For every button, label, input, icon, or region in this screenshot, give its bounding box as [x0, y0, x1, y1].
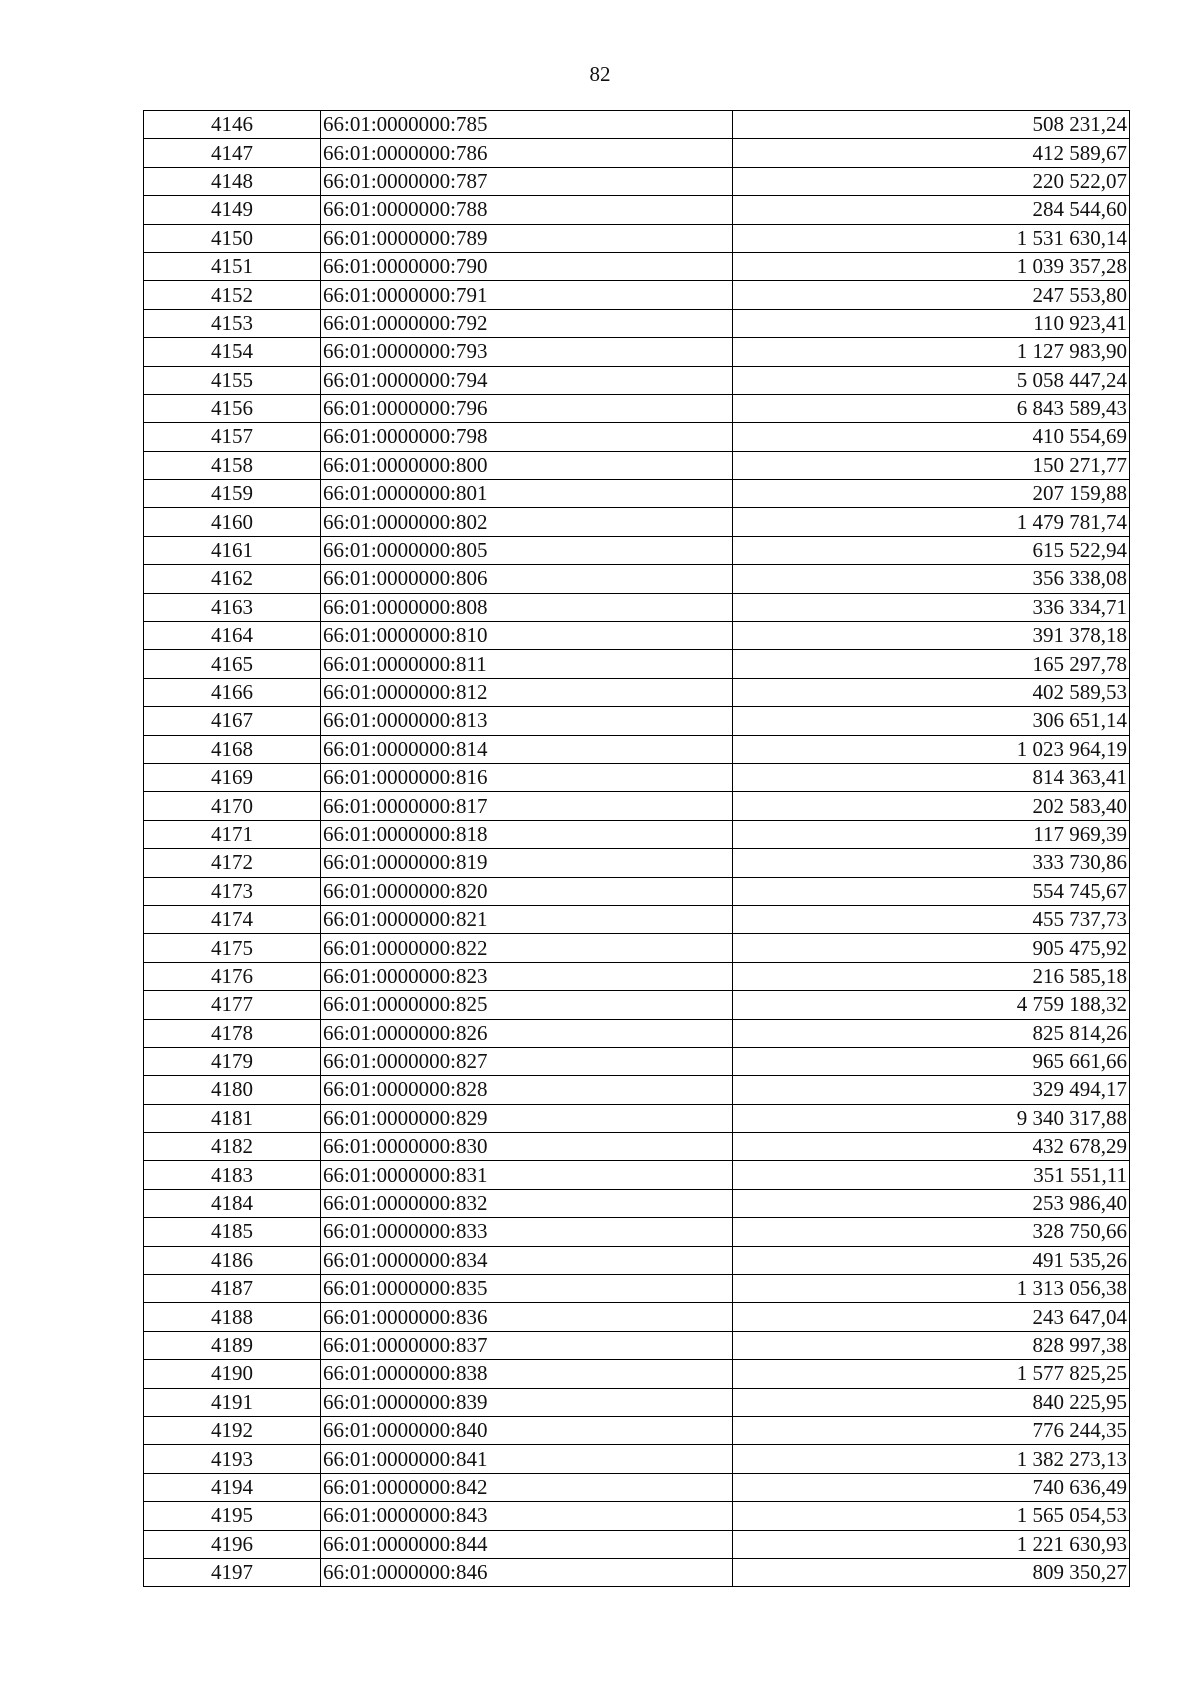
cadastral-value-cell: 9 340 317,88 [733, 1104, 1130, 1132]
row-number-cell: 4151 [144, 252, 321, 280]
cadastral-number-cell: 66:01:0000000:834 [321, 1246, 733, 1274]
row-number-cell: 4182 [144, 1133, 321, 1161]
table-row [144, 593, 1130, 621]
table-row [144, 849, 1130, 877]
cadastral-number-cell: 66:01:0000000:841 [321, 1445, 733, 1473]
row-number-cell: 4187 [144, 1275, 321, 1303]
row-number-cell: 4167 [144, 707, 321, 735]
table-row [144, 678, 1130, 706]
row-number-cell: 4194 [144, 1473, 321, 1501]
cadastral-number-cell: 66:01:0000000:825 [321, 991, 733, 1019]
cadastral-number-cell: 66:01:0000000:801 [321, 480, 733, 508]
cadastral-value-cell: 1 313 056,38 [733, 1275, 1130, 1303]
table-row [144, 139, 1130, 167]
table-row [144, 962, 1130, 990]
cadastral-value-cell: 410 554,69 [733, 423, 1130, 451]
row-number-cell: 4196 [144, 1530, 321, 1558]
table-row [144, 1133, 1130, 1161]
table-row [144, 707, 1130, 735]
cadastral-value-cell: 1 565 054,53 [733, 1502, 1130, 1530]
table-row [144, 1161, 1130, 1189]
row-number-cell: 4146 [144, 111, 321, 139]
cadastral-number-cell: 66:01:0000000:810 [321, 622, 733, 650]
table-row [144, 1104, 1130, 1132]
cadastral-number-cell: 66:01:0000000:806 [321, 565, 733, 593]
row-number-cell: 4171 [144, 820, 321, 848]
cadastral-number-cell: 66:01:0000000:832 [321, 1189, 733, 1217]
table-row [144, 536, 1130, 564]
cadastral-value-cell: 5 058 447,24 [733, 366, 1130, 394]
cadastral-number-cell: 66:01:0000000:787 [321, 167, 733, 195]
row-number-cell: 4192 [144, 1416, 321, 1444]
table-row [144, 1502, 1130, 1530]
table-row [144, 1189, 1130, 1217]
table-row [144, 1331, 1130, 1359]
row-number-cell: 4150 [144, 224, 321, 252]
cadastral-number-cell: 66:01:0000000:827 [321, 1047, 733, 1075]
cadastral-value-cell: 615 522,94 [733, 536, 1130, 564]
table-row [144, 394, 1130, 422]
row-number-cell: 4181 [144, 1104, 321, 1132]
cadastral-number-cell: 66:01:0000000:835 [321, 1275, 733, 1303]
row-number-cell: 4157 [144, 423, 321, 451]
cadastral-number-cell: 66:01:0000000:789 [321, 224, 733, 252]
row-number-cell: 4189 [144, 1331, 321, 1359]
cadastral-number-cell: 66:01:0000000:828 [321, 1076, 733, 1104]
cadastral-value-cell: 412 589,67 [733, 139, 1130, 167]
table-row [144, 111, 1130, 139]
cadastral-value-cell: 432 678,29 [733, 1133, 1130, 1161]
row-number-cell: 4158 [144, 451, 321, 479]
cadastral-number-cell: 66:01:0000000:798 [321, 423, 733, 451]
row-number-cell: 4177 [144, 991, 321, 1019]
row-number-cell: 4156 [144, 394, 321, 422]
cadastral-value-cell: 508 231,24 [733, 111, 1130, 139]
cadastral-number-cell: 66:01:0000000:819 [321, 849, 733, 877]
row-number-cell: 4162 [144, 565, 321, 593]
table-row [144, 763, 1130, 791]
cadastral-number-cell: 66:01:0000000:830 [321, 1133, 733, 1161]
cadastral-value-cell: 165 297,78 [733, 650, 1130, 678]
cadastral-number-cell: 66:01:0000000:790 [321, 252, 733, 280]
table-row [144, 877, 1130, 905]
table-row [144, 167, 1130, 195]
cadastral-value-cell: 220 522,07 [733, 167, 1130, 195]
cadastral-number-cell: 66:01:0000000:844 [321, 1530, 733, 1558]
table-row [144, 224, 1130, 252]
cadastral-value-cell: 1 127 983,90 [733, 338, 1130, 366]
table-row [144, 1558, 1130, 1586]
table-row [144, 735, 1130, 763]
row-number-cell: 4183 [144, 1161, 321, 1189]
cadastral-value-cell: 253 986,40 [733, 1189, 1130, 1217]
cadastral-value-cell: 333 730,86 [733, 849, 1130, 877]
row-number-cell: 4188 [144, 1303, 321, 1331]
row-number-cell: 4197 [144, 1558, 321, 1586]
cadastral-number-cell: 66:01:0000000:808 [321, 593, 733, 621]
cadastral-value-cell: 814 363,41 [733, 763, 1130, 791]
cadastral-value-cell: 809 350,27 [733, 1558, 1130, 1586]
table-row [144, 1076, 1130, 1104]
cadastral-number-cell: 66:01:0000000:788 [321, 196, 733, 224]
cadastral-number-cell: 66:01:0000000:818 [321, 820, 733, 848]
table-row [144, 1388, 1130, 1416]
table-row [144, 991, 1130, 1019]
row-number-cell: 4147 [144, 139, 321, 167]
cadastral-value-cell: 828 997,38 [733, 1331, 1130, 1359]
cadastral-value-cell: 110 923,41 [733, 309, 1130, 337]
table-row [144, 309, 1130, 337]
cadastral-value-cell: 329 494,17 [733, 1076, 1130, 1104]
cadastral-value-cell: 905 475,92 [733, 934, 1130, 962]
table-body [144, 111, 1130, 1587]
cadastral-value-cell: 351 551,11 [733, 1161, 1130, 1189]
row-number-cell: 4166 [144, 678, 321, 706]
row-number-cell: 4168 [144, 735, 321, 763]
table-row [144, 934, 1130, 962]
table-row [144, 820, 1130, 848]
cadastral-value-cell: 1 577 825,25 [733, 1360, 1130, 1388]
cadastral-value-cell: 455 737,73 [733, 905, 1130, 933]
cadastral-number-cell: 66:01:0000000:829 [321, 1104, 733, 1132]
cadastral-number-cell: 66:01:0000000:822 [321, 934, 733, 962]
cadastral-value-cell: 207 159,88 [733, 480, 1130, 508]
cadastral-number-cell: 66:01:0000000:840 [321, 1416, 733, 1444]
table-row [144, 1445, 1130, 1473]
cadastral-value-cell: 243 647,04 [733, 1303, 1130, 1331]
cadastral-value-cell: 740 636,49 [733, 1473, 1130, 1501]
cadastral-value-cell: 247 553,80 [733, 281, 1130, 309]
cadastral-number-cell: 66:01:0000000:794 [321, 366, 733, 394]
cadastral-number-cell: 66:01:0000000:786 [321, 139, 733, 167]
row-number-cell: 4154 [144, 338, 321, 366]
table-row [144, 423, 1130, 451]
cadastral-value-cell: 391 378,18 [733, 622, 1130, 650]
row-number-cell: 4193 [144, 1445, 321, 1473]
cadastral-number-cell: 66:01:0000000:811 [321, 650, 733, 678]
row-number-cell: 4172 [144, 849, 321, 877]
cadastral-value-cell: 1 221 630,93 [733, 1530, 1130, 1558]
cadastral-number-cell: 66:01:0000000:812 [321, 678, 733, 706]
table-row [144, 792, 1130, 820]
cadastral-number-cell: 66:01:0000000:831 [321, 1161, 733, 1189]
row-number-cell: 4161 [144, 536, 321, 564]
cadastral-value-cell: 840 225,95 [733, 1388, 1130, 1416]
cadastral-number-cell: 66:01:0000000:805 [321, 536, 733, 564]
cadastral-value-cell: 150 271,77 [733, 451, 1130, 479]
cadastral-number-cell: 66:01:0000000:793 [321, 338, 733, 366]
cadastral-value-cell: 202 583,40 [733, 792, 1130, 820]
table-row [144, 650, 1130, 678]
cadastral-value-cell: 216 585,18 [733, 962, 1130, 990]
cadastral-number-cell: 66:01:0000000:816 [321, 763, 733, 791]
cadastral-value-cell: 825 814,26 [733, 1019, 1130, 1047]
cadastral-value-cell: 965 661,66 [733, 1047, 1130, 1075]
row-number-cell: 4169 [144, 763, 321, 791]
cadastral-value-table [143, 110, 1130, 1587]
cadastral-value-cell: 284 544,60 [733, 196, 1130, 224]
cadastral-number-cell: 66:01:0000000:846 [321, 1558, 733, 1586]
cadastral-value-cell: 1 531 630,14 [733, 224, 1130, 252]
table-row [144, 1218, 1130, 1246]
cadastral-number-cell: 66:01:0000000:842 [321, 1473, 733, 1501]
row-number-cell: 4190 [144, 1360, 321, 1388]
cadastral-number-cell: 66:01:0000000:833 [321, 1218, 733, 1246]
cadastral-value-cell: 554 745,67 [733, 877, 1130, 905]
row-number-cell: 4180 [144, 1076, 321, 1104]
cadastral-number-cell: 66:01:0000000:839 [321, 1388, 733, 1416]
cadastral-number-cell: 66:01:0000000:837 [321, 1331, 733, 1359]
cadastral-number-cell: 66:01:0000000:836 [321, 1303, 733, 1331]
table-row [144, 1047, 1130, 1075]
cadastral-value-cell: 117 969,39 [733, 820, 1130, 848]
cadastral-value-cell: 336 334,71 [733, 593, 1130, 621]
table-row [144, 451, 1130, 479]
cadastral-number-cell: 66:01:0000000:785 [321, 111, 733, 139]
table-row [144, 622, 1130, 650]
table-row [144, 1019, 1130, 1047]
row-number-cell: 4170 [144, 792, 321, 820]
cadastral-value-cell: 306 651,14 [733, 707, 1130, 735]
table-row [144, 1246, 1130, 1274]
row-number-cell: 4186 [144, 1246, 321, 1274]
table-row [144, 1473, 1130, 1501]
cadastral-number-cell: 66:01:0000000:838 [321, 1360, 733, 1388]
row-number-cell: 4175 [144, 934, 321, 962]
row-number-cell: 4173 [144, 877, 321, 905]
cadastral-number-cell: 66:01:0000000:817 [321, 792, 733, 820]
cadastral-number-cell: 66:01:0000000:823 [321, 962, 733, 990]
cadastral-number-cell: 66:01:0000000:814 [321, 735, 733, 763]
row-number-cell: 4149 [144, 196, 321, 224]
cadastral-value-cell: 356 338,08 [733, 565, 1130, 593]
table-row [144, 480, 1130, 508]
cadastral-value-cell: 4 759 188,32 [733, 991, 1130, 1019]
cadastral-value-cell: 1 479 781,74 [733, 508, 1130, 536]
row-number-cell: 4179 [144, 1047, 321, 1075]
cadastral-number-cell: 66:01:0000000:792 [321, 309, 733, 337]
table-row [144, 905, 1130, 933]
row-number-cell: 4165 [144, 650, 321, 678]
row-number-cell: 4153 [144, 309, 321, 337]
table-row [144, 565, 1130, 593]
cadastral-number-cell: 66:01:0000000:800 [321, 451, 733, 479]
table-row [144, 366, 1130, 394]
row-number-cell: 4184 [144, 1189, 321, 1217]
table-row [144, 1360, 1130, 1388]
row-number-cell: 4178 [144, 1019, 321, 1047]
cadastral-value-cell: 6 843 589,43 [733, 394, 1130, 422]
row-number-cell: 4176 [144, 962, 321, 990]
row-number-cell: 4159 [144, 480, 321, 508]
table-row [144, 281, 1130, 309]
cadastral-number-cell: 66:01:0000000:820 [321, 877, 733, 905]
cadastral-number-cell: 66:01:0000000:802 [321, 508, 733, 536]
table-row [144, 196, 1130, 224]
cadastral-value-cell: 328 750,66 [733, 1218, 1130, 1246]
row-number-cell: 4163 [144, 593, 321, 621]
cadastral-value-cell: 1 039 357,28 [733, 252, 1130, 280]
cadastral-number-cell: 66:01:0000000:796 [321, 394, 733, 422]
row-number-cell: 4155 [144, 366, 321, 394]
table-row [144, 338, 1130, 366]
row-number-cell: 4160 [144, 508, 321, 536]
row-number-cell: 4195 [144, 1502, 321, 1530]
cadastral-number-cell: 66:01:0000000:791 [321, 281, 733, 309]
cadastral-number-cell: 66:01:0000000:826 [321, 1019, 733, 1047]
cadastral-value-cell: 1 023 964,19 [733, 735, 1130, 763]
cadastral-number-cell: 66:01:0000000:843 [321, 1502, 733, 1530]
cadastral-value-cell: 1 382 273,13 [733, 1445, 1130, 1473]
row-number-cell: 4152 [144, 281, 321, 309]
row-number-cell: 4174 [144, 905, 321, 933]
table-row [144, 508, 1130, 536]
row-number-cell: 4148 [144, 167, 321, 195]
table-row [144, 1303, 1130, 1331]
row-number-cell: 4185 [144, 1218, 321, 1246]
table-row [144, 1416, 1130, 1444]
cadastral-value-cell: 776 244,35 [733, 1416, 1130, 1444]
cadastral-value-cell: 491 535,26 [733, 1246, 1130, 1274]
row-number-cell: 4164 [144, 622, 321, 650]
table-row [144, 252, 1130, 280]
page-number: 82 [589, 62, 611, 86]
table-row [144, 1530, 1130, 1558]
cadastral-value-cell: 402 589,53 [733, 678, 1130, 706]
row-number-cell: 4191 [144, 1388, 321, 1416]
cadastral-number-cell: 66:01:0000000:821 [321, 905, 733, 933]
cadastral-number-cell: 66:01:0000000:813 [321, 707, 733, 735]
table-row [144, 1275, 1130, 1303]
